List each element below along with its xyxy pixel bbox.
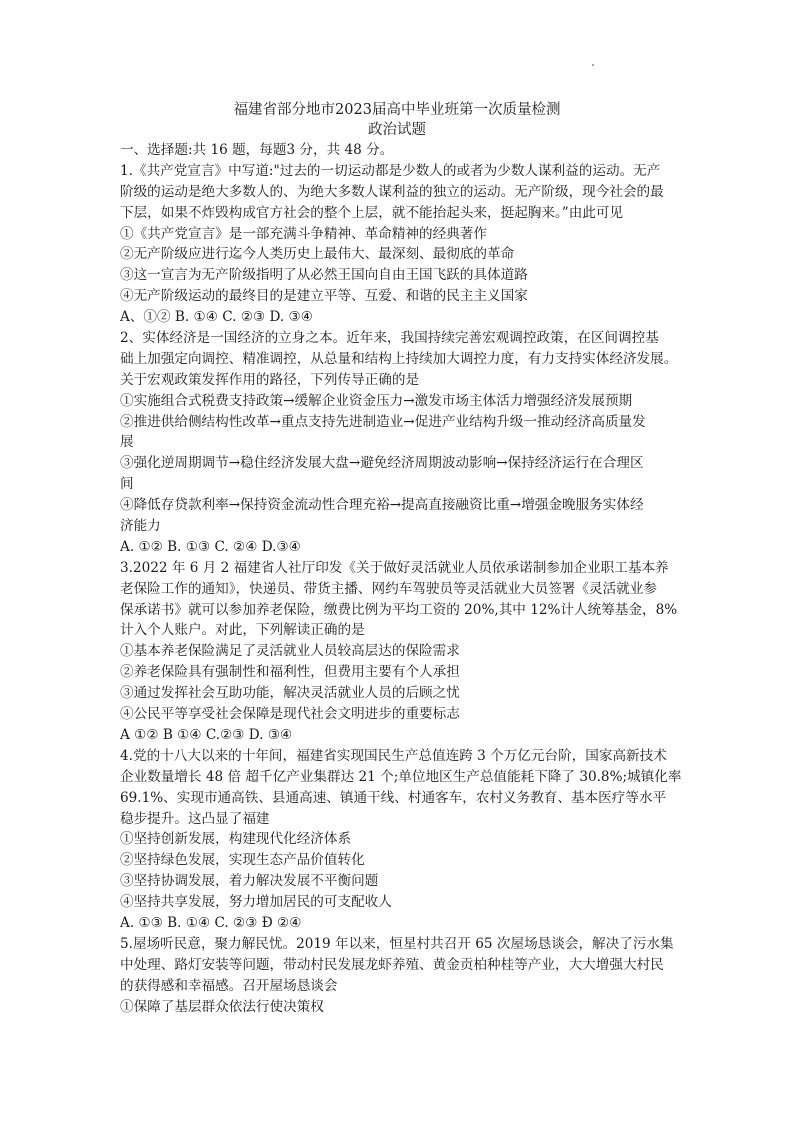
- text-line: ①基本养老保险满足了灵活就业人员较高层达的保险需求: [120, 643, 460, 660]
- text-line: 69.1%、实现市通高铁、县通高速、镇通干线、村通客车，农村义务教育、基本医疗等水平: [120, 789, 667, 806]
- text-line: ①坚持创新发展，构建现代化经济体系: [120, 831, 352, 848]
- text-line: A、①② B. ①④ C. ②③ D. ③④: [120, 309, 313, 326]
- text-line: ①《共产党宣言》是一部充满斗争精神、革命精神的经典著作: [120, 225, 488, 242]
- text-line: ②无产阶级应进行迄今人类历史上最伟大、最深刻、最彻底的革命: [120, 246, 515, 263]
- text-line: 一、选择题:共 16 题，每题3 分，共 48 分。: [120, 142, 394, 158]
- text-line: ③强化逆周期调节→稳住经济发展大盘→避免经济周期波动影响→保持经济运行在合理区: [120, 455, 644, 472]
- text-line: 中处理、路灯安装等问题，带动村民发展龙虾养殖、黄金贡柏种桂等产业，大大增强大村民: [120, 956, 664, 973]
- text-line: 下层，如果不炸毁构成官方社会的整个上层，就不能抬起头来，挺起胸来。”由此可见: [120, 204, 624, 221]
- text-line: 展: [120, 434, 134, 451]
- text-line: 济能力: [120, 518, 161, 535]
- text-line: ④降低存贷款利率→保持资金流动性合理充裕→提高直接融资比重→增强金晚服务实体经: [120, 497, 644, 514]
- text-line: 的获得感和幸福感。召开屋场恳谈会: [120, 977, 338, 994]
- exam-title: 福建省部分地市2023届高中毕业班第一次质量检测: [233, 102, 561, 118]
- text-line: 稳步提升。这凸显了福建: [120, 810, 270, 827]
- text-line: ③坚持协调发展，着力解决发展不平衡问题: [120, 873, 379, 890]
- text-line: 5.屋场听民意，聚力解民忧。2019 年以来，恒星村共召开 65 次屋场恳谈会，解决了污水集: [120, 935, 674, 952]
- text-line: 企业数量增长 48 倍 超千亿产业集群达 21 个;单位地区生产总值能耗下降了 30.8%;城镇化率: [120, 768, 682, 785]
- text-line: ③通过发挥社会互助功能，解决灵活就业人员的后顾之忧: [120, 685, 460, 702]
- text-line: 4.党的十八大以来的十年间，福建省实现国民生产总值连跨 3 个万亿元台阶，国家高新技术: [120, 747, 667, 764]
- text-line: ②坚持绿色发展，实现生态产品价值转化: [120, 852, 365, 869]
- text-line: A. ①③ B. ①④ C. ②③ Đ ②④: [120, 914, 302, 931]
- text-line: ①保障了基层群众依法行使决策权: [120, 998, 324, 1015]
- text-line: 1.《共产党宣言》中写道:"过去的一切运动都是少数人的或者为少数人谋利益的运动。无产: [120, 162, 661, 179]
- text-line: A. ①② B. ①③ C. ②④ D.③④: [120, 538, 301, 555]
- text-line: ②推进供给侧结构性改革→重点支持先进制造业→促进产业结构升级一推动经济高质量发: [120, 413, 646, 430]
- text-line: ①实施组合式税费支持政策→缓解企业资金压力→激发市场主体活力增强经济发展预期: [120, 392, 633, 409]
- text-line: 3.2022 年 6 月 2 福建省人社厅印发《关于做好灵活就业人员依承诺制参加企业职工基本养: [120, 559, 669, 576]
- exam-subject: 政治试题: [368, 122, 426, 138]
- text-line: 老保险工作的通知》，快递员、带货主播、网约车驾驶员等灵活就业大员签署《灵活就业参: [120, 580, 657, 597]
- text-line: 关于宏观政策发挥作用的路径，下列传导正确的是: [120, 371, 420, 388]
- text-line: 计入个人账户。对此，下列解读正确的是: [120, 622, 365, 639]
- text-line: A ①② B ①④ C.②③ D. ③④: [120, 726, 293, 743]
- text-line: 间: [120, 476, 134, 493]
- question-body: [120, 140, 692, 1017]
- text-line: ④坚持共享发展，努力增加居民的可支配收人: [120, 894, 392, 911]
- text-line: ②养老保险具有强制性和福利性，但费用主要有个人承担: [120, 664, 460, 681]
- text-line: ④无产阶级运动的最终目的是建立平等、互爱、和谐的民主主义国家: [120, 288, 528, 305]
- text-line: ④公民平等享受社会保障是现代社会文明进步的重要标志: [120, 706, 460, 723]
- text-line: 保承诺书》就可以参加养老保险，缴费比例为平均工资的 20%,其中 12%计人统筹基金，8%: [120, 601, 678, 618]
- text-line: 2、实体经济是一国经济的立身之本。近年来，我国持续完善宏观调控政策，在区间调控基: [120, 330, 659, 347]
- text-line: 础上加强定向调控、精准调控，从总量和结构上持续加大调控力度，有力支持实体经济发展。: [120, 350, 678, 367]
- speck-mark: [592, 64, 594, 66]
- text-line: 阶级的运动是绝大多数人的、为绝大多数人谋利益的独立的运动。无产阶级，现今社会的最: [120, 183, 664, 200]
- text-line: ③这一宣言为无产阶级指明了从必然王国向自由王国飞跃的具体道路: [120, 267, 528, 284]
